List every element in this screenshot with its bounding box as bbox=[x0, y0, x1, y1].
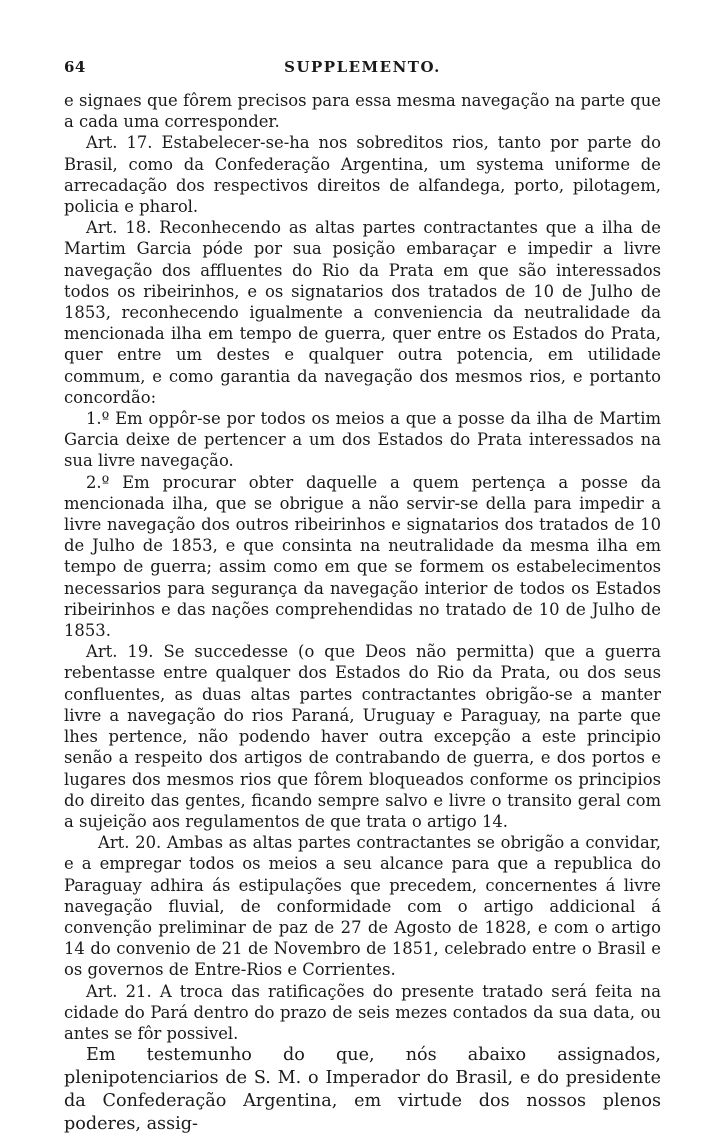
page-body bbox=[64, 90, 661, 1136]
paragraph-art-18: Art. 18. Reconhecendo as altas partes contractantes que a ilha de Martim Garcia póde por sua posição embaraçar e impedir a livre navegação dos affluentes do Rio da Prata em que são interessados todos os ribeirinhos, e os signatarios dos tratados de 10 de Julho de 1853, reconhecendo igualmente a conveniencia da neutralidade da mencionada ilha em tempo de guerra, quer entre os Estados do Prata, quer entre um destes e qualquer outra potencia, em utilidade commum, e como garantia da navegação dos mesmos rios, e portanto concordão: bbox=[64, 218, 661, 407]
paragraph-continuation: e signaes que fôrem precisos para essa mesma navegação na parte que a cada uma corresponder. bbox=[64, 91, 661, 132]
paragraph-art-17: Art. 17. Estabelecer-se-ha nos sobreditos rios, tanto por parte do Brasil, como da Confederação Argentina, um systema uniforme de arrecadação dos respectivos direitos de alfandega, porto, pilotagem, policia e pharol. bbox=[64, 133, 661, 217]
running-title: SUPPLEMENTO. bbox=[284, 58, 441, 76]
page-header bbox=[64, 58, 661, 84]
paragraph-testimony: Em testemunho do que, nós abaixo assignados, plenipotenciarios de S. M. o Imperador do Brasil, e do presidente da Confederação Argentina, em virtude dos nossos plenos poderes, assig- bbox=[64, 1045, 661, 1135]
paragraph-art-20: Art. 20. Ambas as altas partes contractantes se obrigão a convidar, e a empregar todos os meios a seu alcance para que a republica do Paraguay adhira ás estipulações que precedem, concernentes á livre navegação fluvial, de conformidade com o artigo addicional á convenção preliminar de paz de 27 de Agosto de 1828, e com o artigo 14 do convenio de 21 de Novembro de 1851, celebrado entre o Brasil e os governos de Entre-Rios e Corrientes. bbox=[64, 833, 661, 980]
paragraph-art-19: Art. 19. Se succedesse (o que Deos não permitta) que a guerra rebentasse entre qualquer dos Estados do Rio da Prata, ou dos seus confluentes, as duas altas partes contractantes obrigão-se a manter livre a navegação do rios Paraná, Uruguay e Paraguay, na parte que lhes pertence, não podendo haver outra excepção a este principio senão a respeito dos artigos de contrabando de guerra, e dos portos e lugares dos mesmos rios que fôrem bloqueados conforme os principios do direito das gentes, ficando sempre salvo e livre o transito geral com a sujeição aos regulamentos de que trata o artigo 14. bbox=[64, 642, 661, 831]
page-number: 64 bbox=[64, 58, 86, 76]
paragraph-art-21: Art. 21. A troca das ratificações do presente tratado será feita na cidade do Pará dentro do prazo de seis mezes contados da sua data, ou antes se fôr possivel. bbox=[64, 981, 661, 1043]
paragraph-item-1: 1.º Em oppôr-se por todos os meios a que a posse da ilha de Martim Garcia deixe de pertencer a um dos Estados do Prata interessados na sua livre navegação. bbox=[64, 409, 661, 471]
paragraph-item-2: 2.º Em procurar obter daquelle a quem pertença a posse da mencionada ilha, que se obrigue a não servir-se della para impedir a livre navegação dos outros ribeirinhos e signatarios dos tratados de 10 de Julho de 1853, e que consinta na neutralidade da mesma ilha em tempo de guerra; assim como em que se formem os estabelecimentos necessarios para segurança da navegação interior de todos os Estados ribeirinhos e das nações comprehendidas no tratado de 10 de Julho de 1853. bbox=[64, 472, 661, 641]
